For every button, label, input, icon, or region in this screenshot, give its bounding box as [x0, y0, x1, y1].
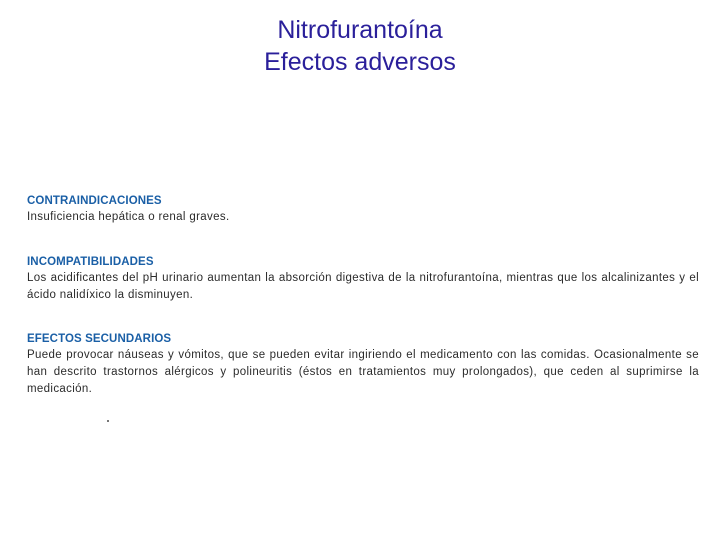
title-line-2: Efectos adversos [264, 48, 456, 76]
side-effects-text: Puede provocar náuseas y vómitos, que se pueden evitar ingiriendo el medicamento con las comidas. Ocasionalmente se han descrito trastornos alérgicos y polineuritis (éstos en tratamientos muy prolongados), que ceden al suprimirse la medicación. [27, 349, 699, 395]
side-effects-heading: EFECTOS SECUNDARIOS [27, 333, 172, 345]
slide-title [0, 14, 720, 78]
contraindications-section [27, 193, 699, 226]
incompatibilities-heading: INCOMPATIBILIDADES [27, 256, 154, 268]
stray-dot [107, 420, 109, 422]
incompatibilities-section [27, 254, 699, 304]
contraindications-heading: CONTRAINDICACIONES [27, 195, 162, 207]
contraindications-text: Insuficiencia hepática o renal graves. [27, 211, 230, 223]
title-line-1: Nitrofurantoína [277, 16, 443, 44]
incompatibilities-text: Los acidificantes del pH urinario aumentan la absorción digestiva de la nitrofurantoína, mientras que los alcalinizantes y el ácido nalidíxico la disminuyen. [27, 272, 699, 301]
side-effects-section [27, 331, 699, 398]
